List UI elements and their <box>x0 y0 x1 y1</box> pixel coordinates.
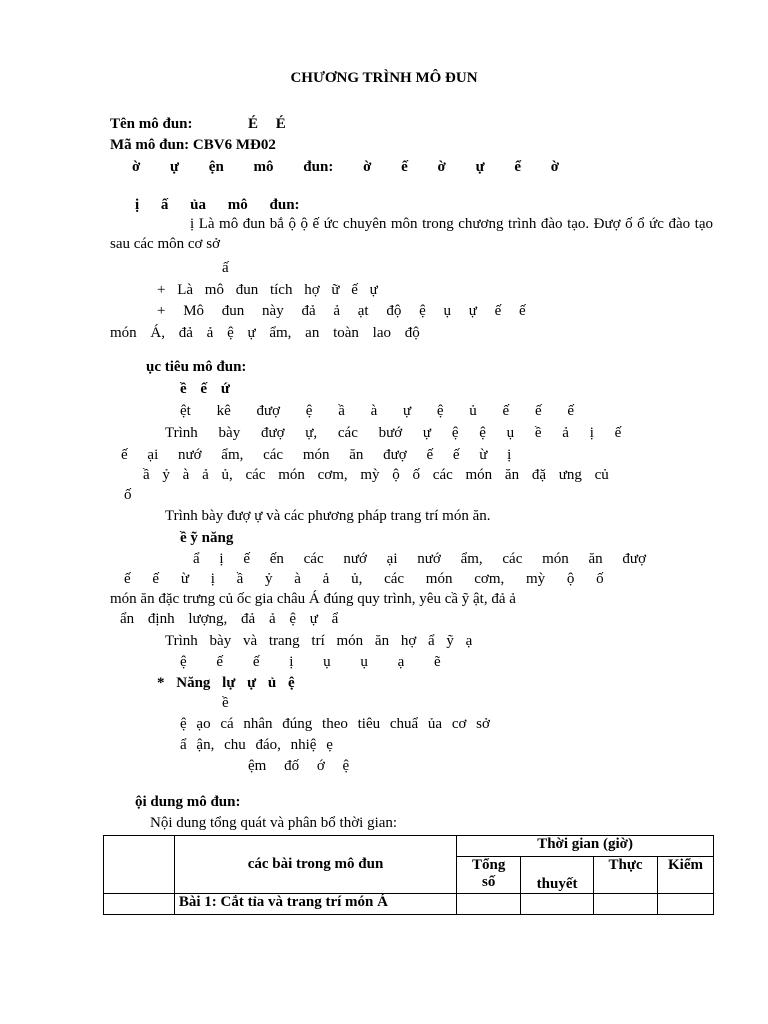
table-header-lessons: các bài trong mô đun <box>174 836 456 894</box>
competence-item-0: ề <box>222 695 229 711</box>
competence-heading: * Năng lự ự ủ ệ <box>157 675 295 691</box>
knowledge-item-1: ệt kê đượ ệ ầ à ự ệ ủ ế ế ế <box>180 403 575 419</box>
skills-heading: ề ỹ năng <box>180 530 234 546</box>
position-paragraph-tail: ấ <box>222 260 229 276</box>
table-header-index <box>104 836 175 894</box>
competence-item-3: ệm đố ớ ệ <box>248 758 350 774</box>
table-col-total <box>457 857 521 894</box>
knowledge-item-3: Trình bày đượ ự và các phương pháp trang trí món ăn. <box>165 508 491 524</box>
table-cell-index <box>104 894 175 915</box>
skills-item-3: ệ ế ế ị ụ ụ ạ ẽ <box>180 654 441 670</box>
table-cell-theory <box>521 894 594 915</box>
table-cell-lesson-name: Bài 1: Cắt tỉa và trang trí món Á <box>174 894 456 915</box>
skills-item-1-cont: ế ế ừ ị ầ ỷ à ả ủ, các món cơm, mỳ ộ ố <box>124 571 604 587</box>
duration-line: ờ ự ện mô đun: ờ ế ờ ự ể ờ <box>132 159 560 175</box>
table-col-practice: Thực <box>594 857 658 894</box>
skills-item-1-cont2: món ăn đặc trưng củ ốc gia châu Á đúng quy trình, yêu cầ ỹ ật, đả ả <box>110 591 516 607</box>
module-code: Mã mô đun: CBV6 MĐ02 <box>110 137 276 153</box>
position-bullet-1: + Là mô đun tích hợ ữ ế ự <box>157 282 378 298</box>
knowledge-item-2-cont2: ầ ỷ à ả ủ, các món cơm, mỳ ộ ố các món ăn đặ ưng củ <box>143 467 609 483</box>
table-cell-total <box>457 894 521 915</box>
objectives-heading: ục tiêu mô đun: <box>146 359 247 375</box>
page-title: CHƯƠNG TRÌNH MÔ ĐUN <box>290 70 478 86</box>
module-name-value: É É <box>248 116 286 132</box>
position-paragraph: ị Là mô đun bắ ộ ộ ế ức chuyên môn trong chương trình đào tạo. Đượ ố ổ ức đào tạo sau các môn cơ sở <box>110 216 713 252</box>
table-header-time: Thời gian (giờ) <box>457 836 714 857</box>
skills-item-1-cont3: ẩn định lượng, đả ả ệ ự ẩ <box>120 611 339 627</box>
content-heading: ội dung mô đun: <box>135 794 241 810</box>
knowledge-item-2: Trình bày đượ ự, các bướ ự ệ ệ ụ ề ả ị ế <box>165 425 622 441</box>
skills-item-1: ẩ ị ế ến các nướ ại nướ ẩm, các món ăn đượ <box>193 551 646 567</box>
time-allocation-table <box>103 835 714 915</box>
table-cell-practice <box>594 894 658 915</box>
module-name-label: Tên mô đun: <box>110 116 193 132</box>
content-subheading: Nội dung tổng quát và phân bổ thời gian: <box>150 815 398 831</box>
skills-item-2: Trình bày và trang trí món ăn hợ ẩ ỹ ạ <box>165 633 473 649</box>
table-col-total-line1: Tổng <box>471 857 506 873</box>
table-col-total-line2: số <box>481 874 496 890</box>
table-col-theory: thuyết <box>521 857 594 894</box>
knowledge-item-2-cont: ế ại nướ ẩm, các món ăn đượ ế ế ừ ị <box>121 447 512 463</box>
competence-item-2: ẩ ận, chu đáo, nhiệ ẹ <box>180 737 333 753</box>
knowledge-heading: ề ế ứ <box>180 381 230 397</box>
table-row <box>104 894 714 915</box>
position-bullet-2: + Mô đun này đả ả ạt độ ệ ụ ự ế ế <box>157 303 526 319</box>
position-heading: ị ấ ủa mô đun: <box>135 197 300 213</box>
table-cell-exam <box>658 894 714 915</box>
knowledge-item-2-cont3: ố <box>124 487 132 503</box>
table-header-row-1 <box>104 836 714 857</box>
competence-item-1: ệ ạo cá nhân đúng theo tiêu chuẩ ủa cơ sở <box>180 716 490 732</box>
position-bullet-2-cont: món Á, đả ả ệ ự ẩm, an toàn lao độ <box>110 325 420 341</box>
table-col-exam: Kiểm <box>658 857 714 894</box>
